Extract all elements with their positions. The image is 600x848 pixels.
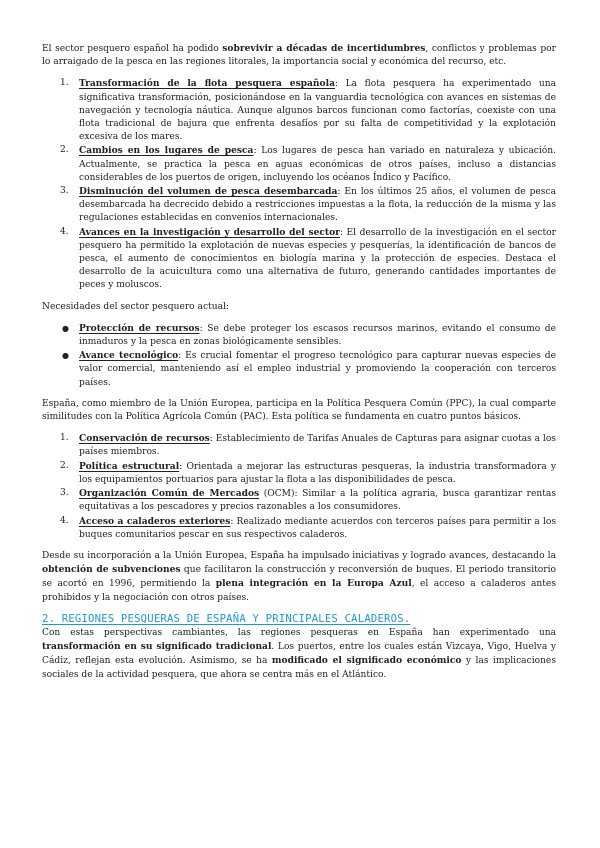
final-paragraph: Con estas perspectivas cambiantes, las regiones pesqueras en España han experimentado una transformación en su significado tradicional. Los puertos, entre los cuales están Vizcaya, Vigo, Huelva y Cádiz, reflejan esta evolución. Asimismo, se ha modificado el significado económico y las implicaciones sociales de la actividad pesquera, que ahora se centra más en el Atlántico. xyxy=(42,627,556,680)
list-item: ● Protección de recursos: Se debe proteger los escasos recursos marinos, evitando el consumo de inmaduros y la pesca en zonas biológicamente sensibles. xyxy=(62,322,557,348)
ppc-list xyxy=(42,432,556,542)
intro-paragraph: El sector pesquero español ha podido sobrevivir a décadas de incertidumbres, conflictos y problemas por lo arraigado de la pesca en las regiones litorales, la importancia social y económica del recurso, etc. xyxy=(42,43,556,68)
document-body xyxy=(42,42,556,682)
list-item: 4. Avances en la investigación y desarrollo del sector: El desarrollo de la investigación en el sector pesquero ha permitido la explotación de nuevas especies y pesquerías, la identificación de bancos de pesca, el aumento de conocimientos en biología marina y la protección de especies. Destaca el desarrollo de la acuicultura como una alternativa de futuro, generando cantidades importantes de peces y moluscos. xyxy=(60,226,556,291)
list-item: 2. Política estructural: Orientada a mejorar las estructuras pesqueras, la industria transformadora y los equipamientos portuarios para ajustar la flota a las disponibilidades de pesca. xyxy=(60,460,556,485)
needs-heading: Necesidades del sector pesquero actual: xyxy=(42,301,229,312)
list-item: 2. Cambios en los lugares de pesca: Los lugares de pesca han variado en naturaleza y ubicación. Actualmente, se practica la pesca en aguas económicas de otros países, incluso a distancias considerables de los puertos de origen, incluyendo los océanos Índico y Pacífico. xyxy=(60,145,556,183)
list-item: 4. Acceso a caladeros exteriores: Realizado mediante acuerdos con terceros países para permitir a los buques comunitarios pescar en sus respectivos caladeros. xyxy=(60,515,557,540)
needs-list xyxy=(42,322,556,390)
eu-paragraph: Desde su incorporación a la Unión Europea, España ha impulsado iniciativas y logrado avances, destacando la obtención de subvenciones que facilitaron la construcción y reconversión de buques. El periodo transitorio se acortó en 1996, permitiendo la plena integración en la Europa Azul, el acceso a caladeros antes prohibidos y la negociación con otros países. xyxy=(42,550,556,603)
changes-list xyxy=(42,77,556,292)
section-heading: 2. REGIONES PESQUERAS DE ESPAÑA Y PRINCIPALES CALADEROS. xyxy=(42,612,411,625)
list-item: 3. Organización Común de Mercados (OCM): Similar a la política agraria, busca garantizar rentas equitativas a los pescadores y precios razonables a los consumidores. xyxy=(60,488,556,513)
list-item: 1. Conservación de recursos: Establecimiento de Tarifas Anuales de Capturas para asignar cuotas a los países miembros. xyxy=(60,433,556,458)
list-item: ● Avance tecnológico: Es crucial fomentar el progreso tecnológico para capturar nuevas especies de valor comercial, manteniendo así el empleo industrial y promoviendo la cooperación con terceros países. xyxy=(62,350,556,388)
list-item: 3. Disminución del volumen de pesca desembarcada: En los últimos 25 años, el volumen de pesca desembarcada ha decrecido debido a restricciones impuestas a la flota, la reducción de la misma y las regulaciones establecidas en convenios internacionales. xyxy=(60,186,556,224)
ppc-paragraph: España, como miembro de la Unión Europea, participa en la Política Pesquera Común (PPC), la cual comparte similitudes con la Política Agrícola Común (PAC). Esta política se fundamenta en cuatro puntos básicos. xyxy=(42,398,556,423)
list-item: 1. Transformación de la flota pesquera española: La flota pesquera ha experimentado una significativa transformación, posicionándose en la vanguardia tecnológica con avances en sistemas de navegación y tecnología náutica. Aunque algunos barcos funcionan como factorías, coexiste con una flota tradicional de bajura que enfrenta desafíos por su falta de competitividad y la explotación excesiva de los mares. xyxy=(60,78,556,143)
